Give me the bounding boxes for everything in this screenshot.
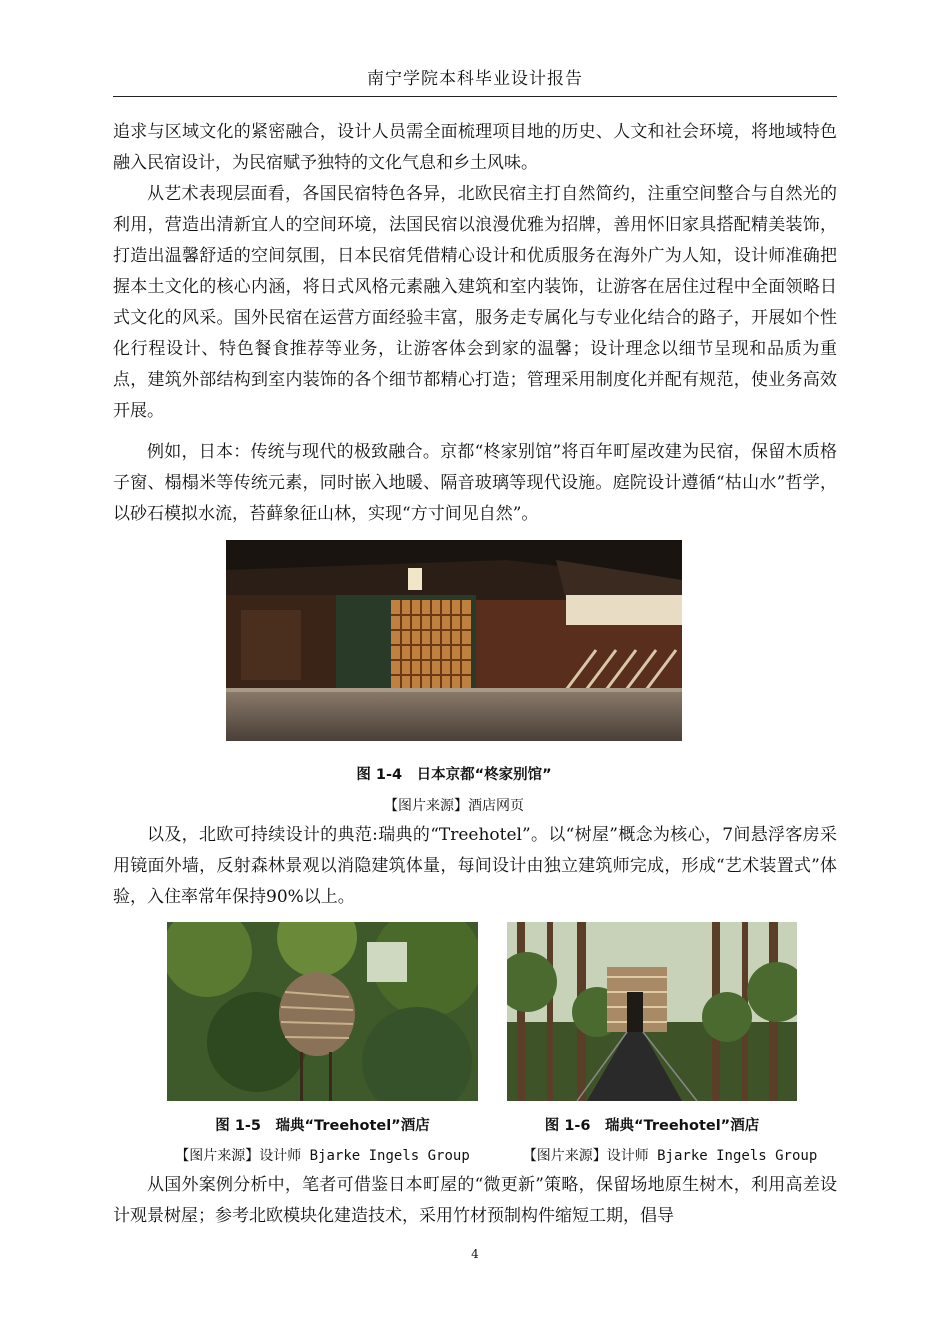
paragraph-1: 追求与区域文化的紧密融合，设计人员需全面梳理项目地的历史、人文和社会环境，将地域特色融入民宿设计，为民宿赋予独特的文化气息和乡土风味。 xyxy=(113,122,837,173)
figure-treehotel-birdnest-photo xyxy=(167,922,478,1101)
figure-1-5-caption: 图 1-5 瑞典“Treehotel”酒店 xyxy=(215,1118,430,1134)
header-divider xyxy=(113,96,837,97)
paragraph-5: 从国外案例分析中，笔者可借鉴日本町屋的“微更新”策略，保留场地原生树木，利用高差设计观景树屋；参考北欧模块化建造技术，采用竹材预制构件缩短工期，倡导 xyxy=(113,1175,837,1226)
page-header-title: 南宁学院本科毕业设计报告 xyxy=(367,69,583,89)
figure-treehotel-bridge-photo xyxy=(507,922,797,1101)
paragraph-3: 例如，日本：传统与现代的极致融合。京都“柊家别馆”将百年町屋改建为民宿，保留木质格子窗、榻榻米等传统元素，同时嵌入地暖、隔音玻璃等现代设施。庭院设计遵循“枯山水”哲学，以砂石模拟水流，苔藓象征山林，实现“方寸间见自然”。 xyxy=(113,442,837,524)
page-number: 4 xyxy=(471,1247,479,1261)
paragraph-2: 从艺术表现层面看，各国民宿特色各异，北欧民宿主打自然简约，注重空间整合与自然光的利用，营造出清新宜人的空间环境，法国民宿以浪漫优雅为招牌，善用怀旧家具搭配精美装饰，打造出温馨舒适的空间氛围，日本民宿凭借精心设计和优质服务在海外广为人知，设计师准确把握本土文化的核心内涵，将日式风格元素融入建筑和室内装饰，让游客在居住过程中全面领略日式文化的风采。国外民宿在运营方面经验丰富，服务走专属化与专业化结合的路子，开展如个性化行程设计、特色餐食推荐等业务，让游客体会到家的温馨；设计理念以细节呈现和品质为重点，建筑外部结构到室内装饰的各个细节都精心打造；管理采用制度化并配有规范，使业务高效开展。 xyxy=(113,184,837,421)
figure-1-6-caption: 图 1-6 瑞典“Treehotel”酒店 xyxy=(544,1118,760,1134)
figure-1-5-source: 【图片来源】设计师 Bjarke Ingels Group xyxy=(175,1148,470,1164)
figure-1-6-source: 【图片来源】设计师 Bjarke Ingels Group xyxy=(522,1148,818,1164)
paragraph-4: 以及，北欧可持续设计的典范:瑞典的“Treehotel”。以“树屋”概念为核心，7间悬浮客房采用镜面外墙，反射森林景观以消隐建筑体量，每间设计由独立建筑师完成，形成“艺术装置式”体验，入住率常年保持90%以上。 xyxy=(113,825,837,907)
figure-kyoto-ryokan-photo xyxy=(226,540,682,741)
figure-1-4-caption: 图 1-4 日本京都“柊家别馆” xyxy=(356,767,552,783)
figure-1-4-source: 【图片来源】酒店网页 xyxy=(384,798,524,814)
